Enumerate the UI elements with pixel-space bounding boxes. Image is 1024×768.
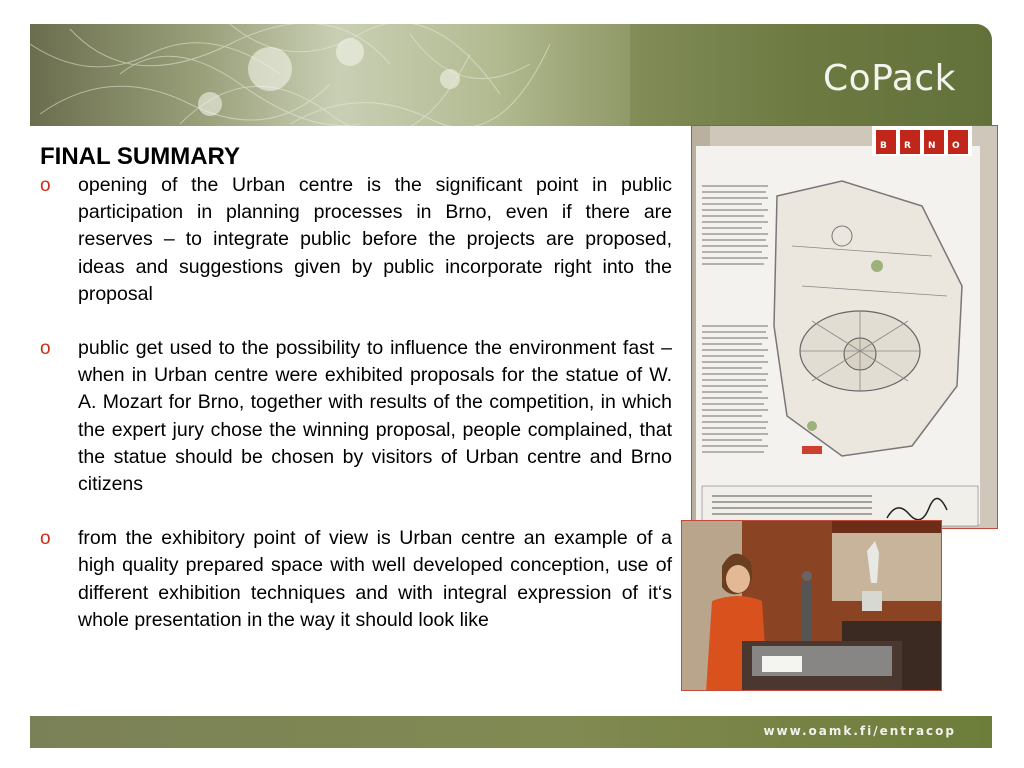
sign-letter: B bbox=[880, 141, 887, 151]
sign-letter: O bbox=[952, 141, 960, 151]
bullet-text: public get used to the possibility to influence the environment fast – when in Urban centre were exhibited proposals for the statue of W. A. Mozart for Brno, together with results of the competition, in which the expert jury chose the winning proposal, people complained, that the statue should be chosen by visitors of Urban centre and Brno citizens bbox=[78, 337, 672, 496]
copack-logo: CoPack bbox=[823, 58, 956, 99]
summary-list bbox=[40, 172, 672, 661]
list-item bbox=[40, 525, 672, 634]
footer-url: www.oamk.fi/entracop bbox=[763, 724, 956, 738]
header-banner bbox=[30, 24, 992, 126]
bullet-marker: o bbox=[40, 175, 51, 196]
exhibition-visitor-photo bbox=[681, 520, 942, 691]
bullet-text: from the exhibitory point of view is Urban centre an example of a high quality prepared space with well developed conception, use of different exhibition techniques and with integral expression of it‘s whole presentation in the way it should look like bbox=[78, 527, 672, 631]
brno-plan-photo bbox=[691, 125, 998, 529]
bullet-marker: o bbox=[40, 528, 51, 550]
sign-letter: R bbox=[904, 141, 911, 151]
bullet-text: opening of the Urban centre is the significant point in public participation in planning processes in Brno, even if there are reserves – to integrate public before the projects are proposed, ideas and suggestions given by public incorporate right into the proposal bbox=[78, 174, 672, 305]
list-item bbox=[40, 172, 672, 308]
list-item bbox=[40, 335, 672, 498]
bullet-marker: o bbox=[40, 338, 51, 360]
page-title: FINAL SUMMARY bbox=[40, 143, 240, 170]
footer-bar bbox=[30, 716, 992, 748]
sign-letter: N bbox=[928, 141, 936, 151]
